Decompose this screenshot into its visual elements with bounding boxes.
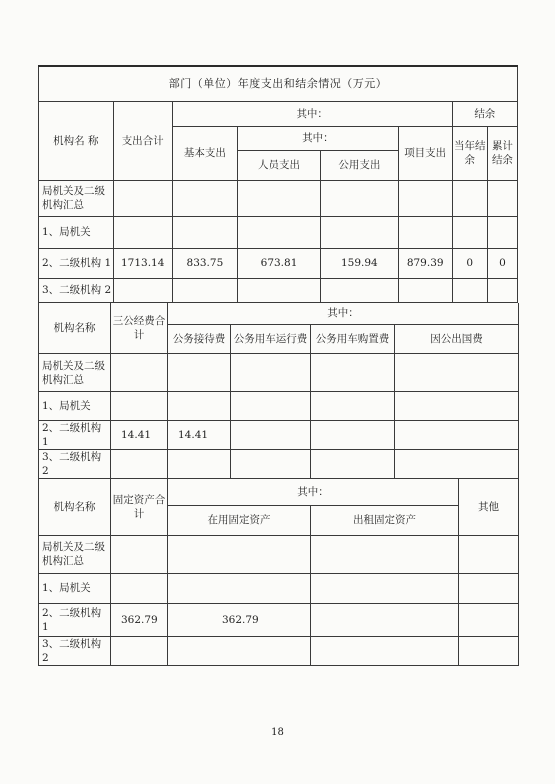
reception-header: 公务接待费 [168, 325, 231, 354]
table-row [39, 636, 519, 665]
page-number: 18 [271, 727, 284, 738]
basic-cell [172, 180, 237, 216]
cumulative-surplus-cell: 0 [487, 248, 517, 278]
personnel-cell [238, 180, 321, 216]
personnel-expenditure-header: 人员支出 [238, 150, 321, 180]
vehicle-run-cell [231, 421, 311, 450]
personnel-cell [238, 216, 321, 248]
in-use-cell [168, 573, 311, 603]
in-use-cell [168, 636, 311, 665]
row-label: 3、二级机构 2 [39, 278, 114, 302]
abroad-cell [395, 450, 519, 479]
vehicle-buy-header: 公务用车购置费 [311, 325, 395, 354]
in-use-cell [168, 535, 311, 573]
total-cell [111, 535, 168, 573]
leased-cell [311, 636, 459, 665]
public-expenditure-header: 公用支出 [320, 150, 398, 180]
row-label: 2、二级机构 1 [39, 421, 111, 450]
leased-assets-header: 出租固定资产 [311, 505, 459, 535]
vehicle-run-header: 公务用车运行费 [231, 325, 311, 354]
among-header: 其中： [172, 101, 452, 126]
table-row [39, 248, 518, 278]
abroad-cell [395, 392, 519, 421]
other-cell [459, 636, 519, 665]
basic-cell: 833.75 [172, 248, 237, 278]
among-header: 其中： [168, 479, 459, 505]
table-row [39, 573, 519, 603]
current-surplus-cell [452, 278, 487, 302]
current-surplus-cell [452, 180, 487, 216]
fixed-assets-total-header: 固定资产合计 [111, 479, 168, 535]
table-row [39, 392, 519, 421]
current-surplus-cell: 0 [452, 248, 487, 278]
in-use-assets-header: 在用固定资产 [168, 505, 311, 535]
table-row [39, 450, 519, 479]
project-expenditure-header: 项目支出 [398, 126, 452, 180]
basic-cell [172, 278, 237, 302]
total-cell: 362.79 [111, 603, 168, 636]
reception-cell [168, 450, 231, 479]
total-cell [113, 278, 172, 302]
table-row [39, 354, 519, 392]
other-header: 其他 [459, 479, 519, 535]
expenditure-table [38, 65, 518, 303]
vehicle-buy-cell [311, 421, 395, 450]
total-expenditure-header: 支出合计 [113, 101, 172, 180]
project-cell: 879.39 [398, 248, 452, 278]
among-header: 其中： [168, 303, 519, 325]
row-label: 局机关及二级机构汇总 [39, 180, 114, 216]
basic-expenditure-header: 基本支出 [172, 126, 237, 180]
row-label: 1、局机关 [39, 392, 111, 421]
basic-among-header: 其中： [238, 126, 399, 150]
total-cell: 14.41 [111, 421, 168, 450]
reception-cell [168, 392, 231, 421]
public-cell [320, 216, 398, 248]
table-row [39, 535, 519, 573]
table-row [39, 216, 518, 248]
public-cell [320, 278, 398, 302]
table-row [39, 278, 518, 302]
table-row [39, 603, 519, 636]
other-cell [459, 603, 519, 636]
org-name-header: 机构名 称 [39, 101, 114, 180]
vehicle-buy-cell [311, 450, 395, 479]
abroad-cell [395, 354, 519, 392]
vehicle-run-cell [231, 392, 311, 421]
expenditure-form [38, 65, 518, 666]
cumulative-surplus-header: 累计结余 [487, 126, 517, 180]
in-use-cell: 362.79 [168, 603, 311, 636]
reception-cell: 14.41 [168, 421, 231, 450]
other-cell [459, 535, 519, 573]
row-label: 3、二级机构 2 [39, 450, 111, 479]
total-cell [111, 450, 168, 479]
row-label: 1、局机关 [39, 573, 111, 603]
table-row [39, 421, 519, 450]
total-cell [113, 216, 172, 248]
total-cell [111, 573, 168, 603]
abroad-cell [395, 421, 519, 450]
other-cell [459, 573, 519, 603]
abroad-header: 因公出国费 [395, 325, 519, 354]
cumulative-surplus-cell [487, 180, 517, 216]
current-surplus-header: 当年结余 [452, 126, 487, 180]
row-label: 3、二级机构 2 [39, 636, 111, 665]
table-row [39, 180, 518, 216]
personnel-cell: 673.81 [238, 248, 321, 278]
reception-cell [168, 354, 231, 392]
org-name-header: 机构名称 [39, 303, 111, 354]
total-cell [111, 636, 168, 665]
vehicle-buy-cell [311, 354, 395, 392]
total-cell: 1713.14 [113, 248, 172, 278]
public-cell: 159.94 [320, 248, 398, 278]
vehicle-buy-cell [311, 392, 395, 421]
leased-cell [311, 573, 459, 603]
row-label: 2、二级机构 1 [39, 248, 114, 278]
public-cell [320, 180, 398, 216]
project-cell [398, 180, 452, 216]
three-public-total-header: 三公经费合计 [111, 303, 168, 354]
surplus-header: 结余 [452, 101, 517, 126]
row-label: 1、局机关 [39, 216, 114, 248]
leased-cell [311, 535, 459, 573]
org-name-header: 机构名称 [39, 479, 111, 535]
fixed-assets-table [38, 479, 519, 666]
current-surplus-cell [452, 216, 487, 248]
personnel-cell [238, 278, 321, 302]
cumulative-surplus-cell [487, 278, 517, 302]
vehicle-run-cell [231, 354, 311, 392]
basic-cell [172, 216, 237, 248]
project-cell [398, 278, 452, 302]
three-public-expenses-table [38, 303, 519, 480]
total-cell [111, 354, 168, 392]
row-label: 局机关及二级机构汇总 [39, 354, 111, 392]
row-label: 2、二级机构 1 [39, 603, 111, 636]
row-label: 局机关及二级机构汇总 [39, 535, 111, 573]
form-title: 部门（单位）年度支出和结余情况（万元） [39, 66, 518, 101]
project-cell [398, 216, 452, 248]
total-cell [111, 392, 168, 421]
vehicle-run-cell [231, 450, 311, 479]
total-cell [113, 180, 172, 216]
leased-cell [311, 603, 459, 636]
cumulative-surplus-cell [487, 216, 517, 248]
